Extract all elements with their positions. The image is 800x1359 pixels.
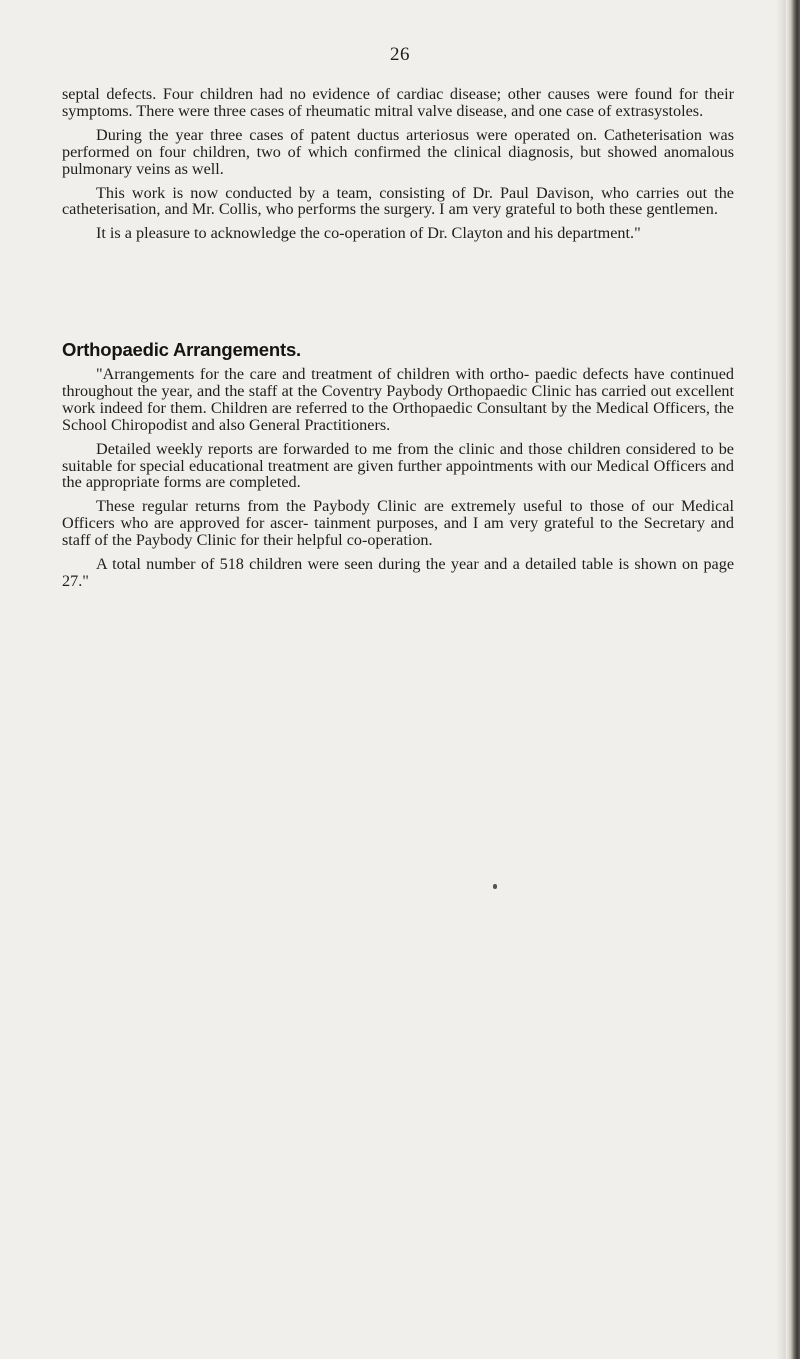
binding-edge [786,0,800,1359]
paragraph: "Arrangements for the care and treatment of children with ortho- paedic defects have continued throughout the year, and the staff at the Coventry Paybody Orthopaedic Clinic has carried out excellent work indeed for them. Children are referred to the Orthopaedic Consultant by the Medical Officers, the School Chiropodist and also General Practitioners. [62,365,734,434]
section-heading-orthopaedic: Orthopaedic Arrangements. [62,339,301,360]
paragraph: These regular returns from the Paybody Clinic are extremely useful to those of our Medical Officers who are approved for ascer- tainment purposes, and I am very grateful to the Secretary and staff of the Paybody Clinic for their helpful co-operation. [62,497,734,550]
paragraph: Detailed weekly reports are forwarded to me from the clinic and those children considered to be suitable for special educational treatment are given further appointments with our Medical Officers and the appropriate forms are completed. [62,439,734,492]
paragraph: It is a pleasure to acknowledge the co-operation of Dr. Clayton and his department." [96,224,641,243]
orthopaedic-section [62,366,734,597]
page-number: 26 [390,44,410,65]
paragraph: This work is now conducted by a team, consisting of Dr. Paul Davison, who carries out the catheterisation, and Mr. Collis, who performs the surgery. I am very grateful to both these gentlemen. [62,183,734,219]
cardiac-section [62,86,734,249]
paragraph: A total number of 518 children were seen during the year and a detailed table is shown on page 27." [62,555,734,590]
ink-speck [493,884,497,889]
paragraph: septal defects. Four children had no evidence of cardiac disease; other causes were found for their symptoms. There were three cases of rheumatic mitral valve disease, and one case of extrasystoles. [62,85,734,120]
paragraph: During the year three cases of patent ductus arteriosus were operated on. Catheterisation was performed on four children, two of which confirmed the clinical diagnosis, but showed anomalous pulmonary veins as well. [62,125,734,178]
binding-shadow [776,0,786,1359]
